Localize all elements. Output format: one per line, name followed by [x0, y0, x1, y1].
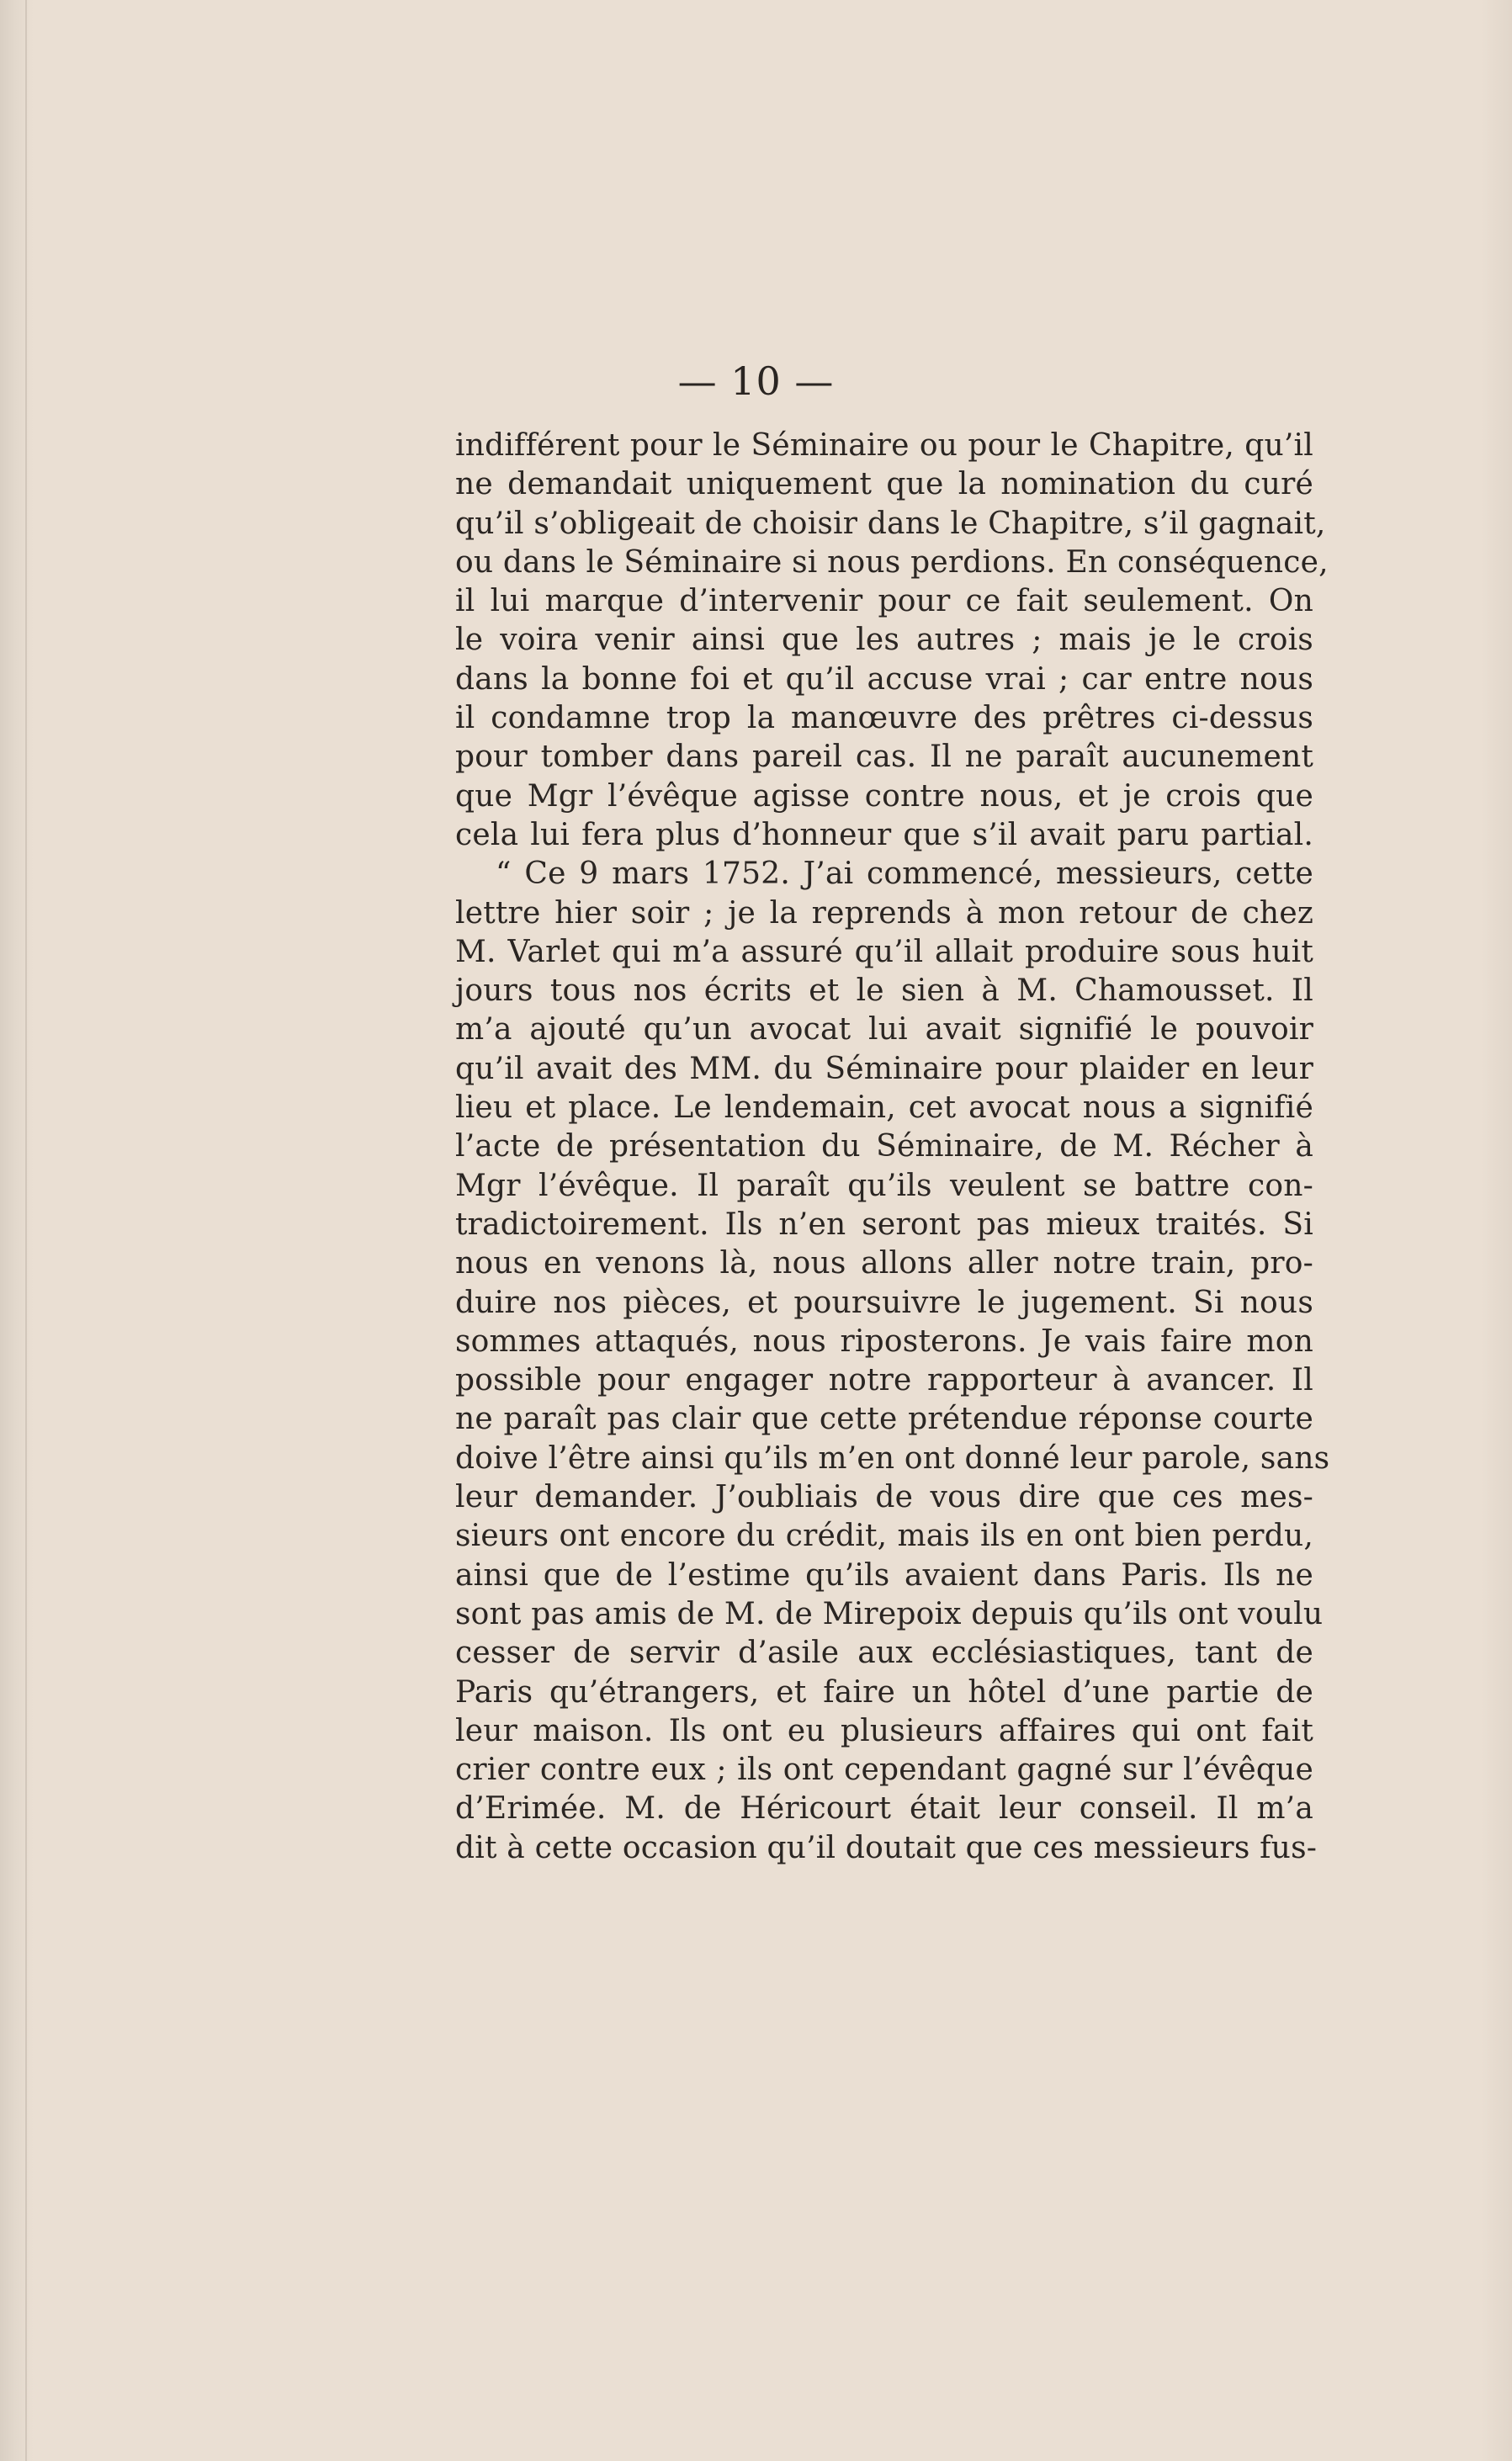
text-line: que Mgr l’évêque agisse contre nous, et je crois que [455, 778, 1313, 814]
text-line: ainsi que de l’estime qu’ils avaient dans Paris. Ils ne [455, 1557, 1313, 1593]
text-line: lieu et place. Le lendemain, cet avocat nous a signifié [455, 1090, 1313, 1126]
text-line: Paris qu’étrangers, et faire un hôtel d’une partie de [455, 1674, 1313, 1710]
text-line: l’acte de présentation du Séminaire, de M. Récher à [455, 1129, 1313, 1164]
text-line: crier contre eux ; ils ont cependant gagné sur l’évêque [455, 1753, 1313, 1788]
text-line: qu’il avait des MM. du Séminaire pour plaider en leur [455, 1051, 1313, 1086]
text-line: qu’il s’obligeait de choisir dans le Chapitre, s’il gagnait, [455, 506, 1326, 541]
text-line: sieurs ont encore du crédit, mais ils en ont bien perdu, [455, 1519, 1313, 1554]
page-number: — 10 — [677, 358, 835, 404]
text-line: pour tomber dans pareil cas. Il ne paraît aucunement [455, 740, 1313, 775]
text-line: cesser de servir d’asile aux ecclésiastiques, tant de [455, 1636, 1313, 1671]
text-line: possible pour engager notre rapporteur à avancer. Il [455, 1363, 1313, 1398]
text-line: jours tous nos écrits et le sien à M. Chamousset. Il [455, 973, 1313, 1009]
text-line: lettre hier soir ; je la reprends à mon retour de chez [455, 895, 1313, 931]
text-line: leur maison. Ils ont eu plusieurs affaires qui ont fait [455, 1713, 1313, 1748]
text-line: dans la bonne foi et qu’il accuse vrai ; car entre nous [455, 661, 1313, 697]
text-line: Mgr l’évêque. Il paraît qu’ils veulent se battre con- [455, 1168, 1313, 1203]
text-line: m’a ajouté qu’un avocat lui avait signifié le pouvoir [455, 1012, 1313, 1048]
text-line: ou dans le Séminaire si nous perdions. En conséquence, [455, 544, 1329, 580]
text-line: d’Erimée. M. de Héricourt était leur conseil. Il m’a [455, 1791, 1313, 1827]
text-line: M. Varlet qui m’a assuré qu’il allait produire sous huit [455, 934, 1313, 969]
text-line: cela lui fera plus d’honneur que s’il avait paru partial. [455, 817, 1313, 852]
text-line: nous en venons là, nous allons aller notre train, pro- [455, 1246, 1313, 1281]
text-line: “ Ce 9 mars 1752. J’ai commencé, messieurs, cette [496, 857, 1313, 892]
text-line: dit à cette occasion qu’il doutait que ces messieurs fus- [455, 1830, 1318, 1865]
body-text [455, 427, 1330, 1868]
text-line: duire nos pièces, et poursuivre le jugement. Si nous [455, 1285, 1313, 1320]
text-line: il lui marque d’intervenir pour ce fait seulement. On [455, 584, 1313, 619]
text-line: sommes attaqués, nous riposterons. Je vais faire mon [455, 1323, 1313, 1359]
text-line: sont pas amis de M. de Mirepoix depuis qu’ils ont voulu [455, 1596, 1324, 1631]
text-line: ne demandait uniquement que la nomination du curé [455, 467, 1313, 502]
text-line: ne paraît pas clair que cette prétendue réponse courte [455, 1402, 1313, 1437]
text-line: indifférent pour le Séminaire ou pour le Chapitre, qu’il [455, 428, 1313, 463]
text-line: tradictoirement. Ils n’en seront pas mieux traités. Si [455, 1207, 1313, 1242]
text-line: le voira venir ainsi que les autres ; mais je le crois [455, 623, 1313, 658]
text-line: leur demander. J’oubliais de vous dire que ces mes- [455, 1480, 1313, 1515]
text-line: il condamne trop la manœuvre des prêtres ci-dessus [455, 701, 1313, 736]
text-line: doive l’être ainsi qu’ils m’en ont donné leur parole, sans [455, 1440, 1330, 1476]
